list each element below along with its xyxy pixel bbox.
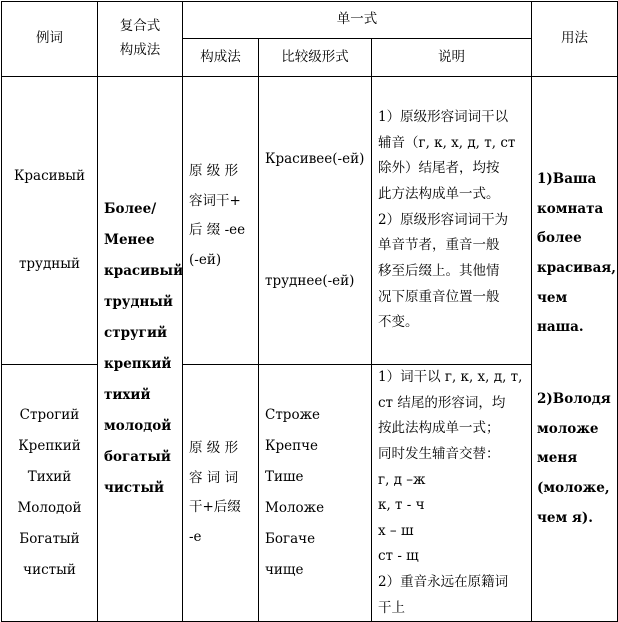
row1-explanation-line: 单音节者，重音一般: [378, 237, 500, 254]
header-simple: 单一式: [183, 2, 532, 39]
row2-explanation-line: 2）重音永远在原籍词: [378, 574, 509, 591]
usage-line: комната: [537, 200, 604, 217]
usage-line: чем я).: [537, 509, 593, 526]
usage-line: моложе: [537, 420, 599, 437]
row1-explanation-line: 此方法构成单一式。: [378, 186, 500, 203]
row2-comparative: Моложе: [265, 500, 325, 517]
compound-word: чистый: [104, 480, 165, 497]
compound-word: тихий: [104, 387, 151, 404]
row2-comparative: Строже: [265, 407, 320, 424]
row1-formation-line: (-ей): [189, 252, 222, 269]
row2-comparative: чище: [265, 562, 304, 579]
row1-explanation-line: 辅音（г, к, х, д, т, ст: [378, 134, 516, 151]
compound-word: Менее: [104, 232, 155, 249]
row2-comparative: Тише: [265, 469, 304, 486]
compound-word: Более/: [104, 200, 157, 217]
alternation-right: ст - щ: [378, 548, 419, 565]
usage-line: меня: [537, 450, 578, 467]
row1-explanation-line: 况下原重音位置一般: [378, 288, 500, 305]
row2-explanation-line: 干上: [378, 599, 405, 616]
alternation-row: [378, 519, 525, 570]
row1-comparative: Красивее(-ей): [265, 151, 365, 168]
alternation-left: х – ш: [378, 522, 414, 539]
usage-line: чем наша.: [537, 289, 584, 336]
row2-word: Богатый: [19, 531, 80, 548]
row1-comparative-cell: [259, 77, 372, 365]
row2-example-cell: [2, 365, 98, 622]
row2-word: Строгий: [19, 407, 80, 424]
header-formation: 构成法: [183, 39, 259, 77]
row1-formation-line: 原 级 形: [189, 163, 239, 179]
row1-explanation-line: 2）原级形容词词干为: [378, 211, 509, 228]
row2-formation-line: 干+后缀: [189, 499, 241, 516]
row2-formation-line: 容 词 词: [189, 469, 239, 486]
compound-word: молодой: [104, 418, 172, 435]
compound-word: красивый: [104, 263, 184, 280]
alternation-right: к, т - ч: [378, 497, 425, 514]
header-compound-line1: 复合式: [119, 18, 161, 35]
row1-explanation-line: 除外）结尾者，均按: [378, 160, 500, 177]
row1-formation-line: 后 缀 -ее: [189, 222, 246, 239]
usage-line: красивая,: [537, 259, 616, 276]
compound-word: богатый: [104, 449, 171, 466]
header-explanation: 说明: [372, 39, 532, 77]
header-compound-line2: 构成法: [119, 42, 161, 58]
row2-comparative: Богаче: [265, 531, 316, 548]
row2-word: Молодой: [17, 500, 82, 517]
row2-explanation-line: ст 结尾的形容词，均: [378, 394, 506, 411]
row2-word: Тихий: [27, 469, 72, 486]
row2-comparative-cell: [259, 365, 372, 622]
row2-formation-line: 原 级 形: [189, 439, 239, 456]
usage-cell: [532, 77, 618, 622]
header-compound: [98, 2, 183, 77]
row1-word: Красивый: [13, 168, 86, 185]
compound-word: трудный: [104, 294, 173, 311]
usage-line: более: [537, 230, 582, 247]
row2-formation-line: -е: [189, 528, 202, 545]
row1-explanation-line: 不变。: [378, 314, 419, 331]
row2-formation-cell: [183, 365, 259, 622]
usage-line: 2)Володя: [537, 391, 611, 408]
row2-word: Крепкий: [18, 438, 81, 455]
header-example: 例词: [2, 2, 98, 77]
row1-explanation-line: 移至后缀上。其他情: [378, 262, 500, 279]
header-comparative-form: 比较级形式: [259, 39, 372, 77]
row1-explanation-line: 1）原级形容词词干以: [378, 109, 509, 126]
grammar-table: [1, 1, 618, 622]
row2-explanation-line: 按此法构成单一式；: [378, 420, 500, 437]
compound-words-cell: [98, 77, 183, 622]
row1-comparative: труднее(-ей): [265, 272, 355, 289]
alternation-left: г, д –ж: [378, 471, 426, 488]
row1-explanation-cell: [372, 77, 532, 365]
compound-word: крепкий: [104, 356, 172, 373]
row2-comparative: Крепче: [265, 438, 318, 455]
row2-word: чистый: [23, 562, 76, 579]
usage-line: 1)Ваша: [537, 170, 597, 187]
row1-word: трудный: [18, 255, 81, 272]
usage-line: (моложе,: [537, 480, 610, 497]
header-usage: 用法: [532, 2, 618, 77]
row1-formation-cell: [183, 77, 259, 365]
row2-explanation-line: 1）词干以 г, к, х, д, т,: [378, 369, 523, 385]
row1-example-cell: [2, 77, 98, 365]
compound-word: стругий: [104, 325, 167, 342]
alternation-row: [378, 468, 525, 519]
row1-formation-line: 容词干+: [189, 192, 241, 209]
row2-explanation-line: 同时发生辅音交替：: [378, 445, 500, 462]
row2-explanation-cell: [372, 365, 532, 622]
